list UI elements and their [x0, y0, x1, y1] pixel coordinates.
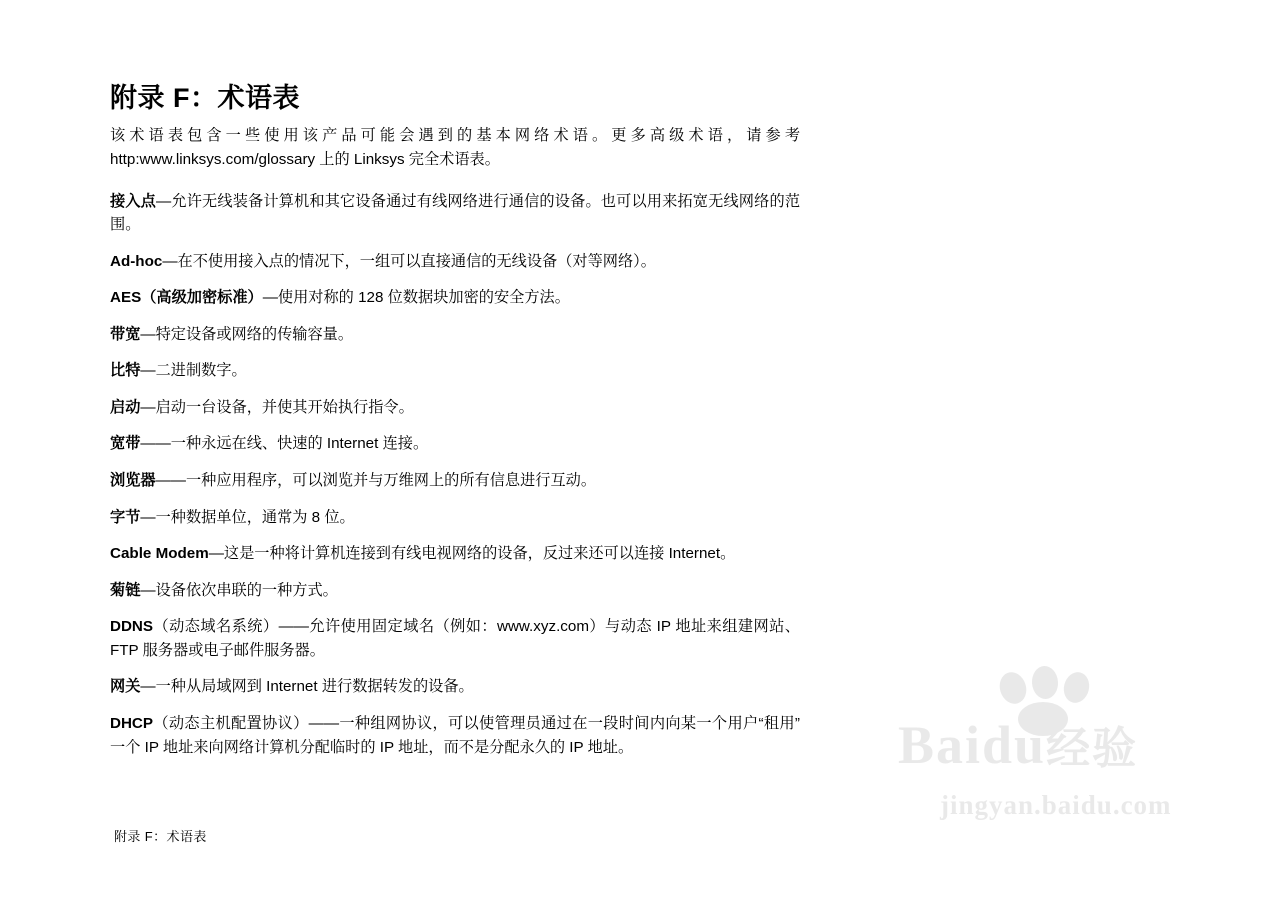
glossary-definition: —在不使用接入点的情况下，一组可以直接通信的无线设备（对等网络）。 [162, 252, 656, 270]
glossary-definition: —这是一种将计算机连接到有线电视网络的设备，反过来还可以连接 Internet。 [208, 545, 736, 563]
glossary-entry [110, 506, 800, 530]
glossary-definition: —启动一台设备，并使其开始执行指令。 [140, 398, 414, 416]
glossary-definition: ——一种永远在线、快速的 Internet 连接。 [140, 435, 429, 453]
glossary-entry [110, 359, 800, 383]
glossary-definition: —特定设备或网络的传输容量。 [140, 325, 353, 343]
glossary-entry [110, 432, 800, 456]
glossary-term: 字节 [110, 508, 141, 526]
page-title: 附录 F：术语表 [110, 83, 300, 113]
intro-paragraph: 该术语表包含一些使用该产品可能会遇到的基本网络术语。更多高级术语，请参考 http:www.linksys.com/glossary 上的 Linksys 完全术语表。 [110, 127, 800, 168]
document-body [110, 82, 800, 772]
glossary-term: DHCP [110, 714, 154, 732]
glossary-term: Cable Modem [110, 545, 209, 563]
glossary-definition: —使用对称的 128 位数据块加密的安全方法。 [262, 289, 570, 307]
glossary-term: 菊链 [110, 581, 141, 599]
glossary-entry [110, 469, 800, 493]
watermark-url: jingyan.baidu.com [940, 790, 1172, 820]
watermark-brand-latin: Baidu [898, 715, 1047, 775]
glossary-entry [110, 286, 800, 310]
glossary-entry [110, 542, 800, 566]
glossary-definition: —一种从局域网到 Internet 进行数据转发的设备。 [140, 678, 474, 696]
glossary-term: 浏览器 [110, 472, 156, 490]
glossary-definition: （动态域名系统）——允许使用固定域名（例如：www.xyz.com）与动态 IP 地址来组建网站、FTP 服务器或电子邮件服务器。 [110, 618, 800, 659]
glossary-entry [110, 579, 800, 603]
glossary-entry [110, 615, 800, 662]
glossary-term: 启动 [110, 398, 141, 416]
paw-icon [996, 666, 1116, 736]
glossary-entry [110, 190, 800, 237]
glossary-definition: —一种数据单位，通常为 8 位。 [140, 508, 355, 526]
glossary-entry [110, 396, 800, 420]
glossary-term: 接入点 [110, 192, 157, 210]
glossary-term: 网关 [110, 678, 141, 696]
glossary-definition: （动态主机配置协议）——一种组网协议，可以使管理员通过在一段时间内向某一个用户“租用”一个 IP 地址来向网络计算机分配临时的 IP 地址，而不是分配永久的 IP 地址。 [110, 714, 800, 756]
baidu-jingyan-watermark [898, 666, 1228, 846]
glossary-term: 宽带 [110, 435, 141, 453]
glossary-definition: ——一种应用程序，可以浏览并与万维网上的所有信息进行互动。 [155, 472, 596, 490]
glossary-term: Ad-hoc [110, 252, 163, 270]
glossary-term: 带宽 [110, 325, 141, 343]
glossary-definition: —设备依次串联的一种方式。 [140, 581, 338, 599]
glossary-entry [110, 250, 800, 274]
glossary-term: DDNS [110, 618, 154, 636]
watermark-brand-cn: 经验 [1046, 724, 1139, 773]
glossary-entry [110, 323, 800, 347]
glossary-entry [110, 712, 800, 759]
glossary-term: 比特 [110, 362, 141, 380]
glossary-entry [110, 675, 800, 699]
glossary-term: AES（高级加密标准） [110, 289, 263, 307]
glossary-definition: —二进制数字。 [140, 362, 247, 380]
glossary-definition: —允许无线装备计算机和其它设备通过有线网络进行通信的设备。也可以用来拓宽无线网络的范围。 [110, 192, 801, 234]
page-footer: 附录 F：术语表 [114, 829, 207, 844]
watermark-brand [898, 715, 1228, 775]
